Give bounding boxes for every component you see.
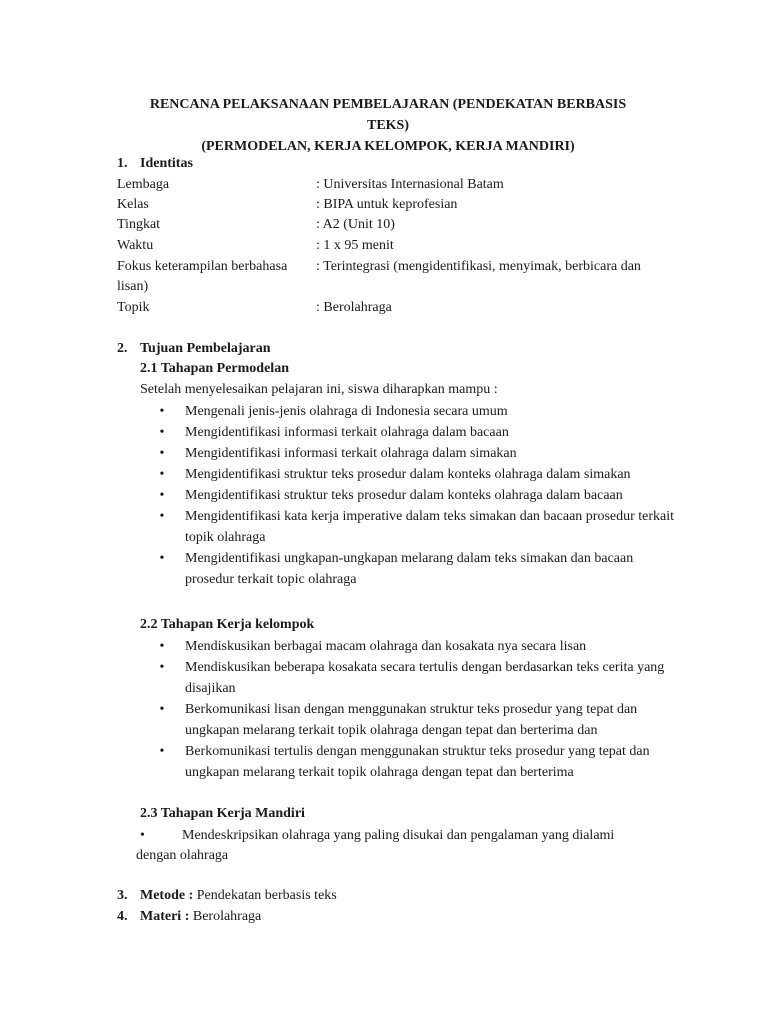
- bullet-icon: •: [159, 639, 165, 654]
- section-2-number: 2.: [117, 341, 128, 356]
- section-2-heading: Tujuan Pembelajaran: [140, 341, 271, 356]
- list-item: • Mengidentifikasi informasi terkait olahraga dalam simakan: [157, 443, 677, 464]
- section-1-number: 1.: [117, 156, 128, 171]
- identity-value-tingkat: : A2 (Unit 10): [316, 217, 395, 232]
- bullet-icon: •: [159, 404, 165, 419]
- list-item: • Mengenali jenis-jenis olahraga di Indonesia secara umum: [157, 401, 677, 422]
- identity-value-kelas: : BIPA untuk keprofesian: [316, 197, 458, 212]
- materi-label: Materi :: [140, 909, 190, 924]
- permodelan-list: [157, 401, 677, 590]
- materi-line: [140, 907, 261, 927]
- mandiri-item-line-1: Mendeskripsikan olahraga yang paling disukai dan pengalaman yang dialami: [182, 828, 615, 843]
- bullet-icon: •: [159, 488, 165, 503]
- metode-value: Pendekatan berbasis teks: [196, 888, 337, 903]
- mandiri-item-line-2: dengan olahraga: [136, 848, 229, 863]
- bullet-icon: •: [140, 828, 145, 843]
- identity-label-lembaga: Lembaga: [117, 177, 170, 192]
- section-4-number: 4.: [117, 909, 128, 924]
- identity-label-fokus-cont: lisan): [117, 279, 149, 294]
- kelompok-list: [157, 636, 677, 783]
- identity-value-fokus: : Terintegrasi (mengidentifikasi, menyimak, berbicara dan: [316, 259, 641, 274]
- identity-label-fokus: Fokus keterampilan berbahasa: [117, 259, 288, 274]
- bullet-icon: •: [159, 425, 165, 440]
- list-item: • Berkomunikasi lisan dengan menggunakan struktur teks prosedur yang tepat dan ungkapan melarang terkait topik olahraga dengan tepat dan berterima dan: [157, 699, 680, 741]
- subsection-2-3-heading: 2.3 Tahapan Kerja Mandiri: [140, 806, 305, 821]
- identity-value-waktu: : 1 x 95 menit: [316, 238, 394, 253]
- bullet-icon: •: [159, 551, 165, 566]
- identity-label-topik: Topik: [117, 300, 150, 315]
- list-item: • Mendiskusikan berbagai macam olahraga dan kosakata nya secara lisan: [157, 636, 680, 657]
- list-item: • Mengidentifikasi kata kerja imperative dalam teks simakan dan bacaan prosedur terkait topik olahraga: [157, 506, 680, 548]
- section-1-heading: Identitas: [140, 156, 193, 171]
- list-item: • Mendiskusikan beberapa kosakata secara tertulis dengan berdasarkan teks cerita yang disajikan: [157, 657, 680, 699]
- document-title: [120, 94, 656, 157]
- identity-value-lembaga: : Universitas Internasional Batam: [316, 177, 504, 192]
- bullet-icon: •: [159, 446, 165, 461]
- list-item: • Berkomunikasi tertulis dengan menggunakan struktur teks prosedur yang tepat dan ungkapan melarang terkait topik olahraga dengan tepat dan berterima: [157, 741, 680, 783]
- bullet-icon: •: [159, 509, 165, 524]
- title-line-2: TEKS): [366, 118, 409, 133]
- bullet-icon: •: [159, 744, 165, 759]
- section-3-number: 3.: [117, 888, 128, 903]
- identity-value-topik: : Berolahraga: [316, 300, 392, 315]
- list-item: • Mengidentifikasi informasi terkait olahraga dalam bacaan: [157, 422, 677, 443]
- metode-line: [140, 886, 337, 906]
- identity-label-kelas: Kelas: [117, 197, 149, 212]
- bullet-icon: •: [159, 467, 165, 482]
- subsection-2-1-heading: 2.1 Tahapan Permodelan: [140, 361, 289, 376]
- materi-value: Berolahraga: [192, 909, 262, 924]
- metode-label: Metode :: [140, 888, 194, 903]
- bullet-icon: •: [159, 660, 165, 675]
- subsection-2-1-intro: Setelah menyelesaikan pelajaran ini, siswa diharapkan mampu :: [140, 382, 498, 397]
- title-line-3: (PERMODELAN, KERJA KELOMPOK, KERJA MANDIRI): [201, 139, 575, 154]
- identity-label-waktu: Waktu: [117, 238, 154, 253]
- identity-label-tingkat: Tingkat: [117, 217, 161, 232]
- title-line-1: RENCANA PELAKSANAAN PEMBELAJARAN (PENDEKATAN BERBASIS: [149, 97, 627, 112]
- list-item: • Mengidentifikasi struktur teks prosedur dalam konteks olahraga dalam bacaan: [157, 485, 677, 506]
- list-item: • Mengidentifikasi ungkapan-ungkapan melarang dalam teks simakan dan bacaan prosedur terkait topic olahraga: [157, 548, 680, 590]
- bullet-icon: •: [159, 702, 165, 717]
- list-item: • Mengidentifikasi struktur teks prosedur dalam konteks olahraga dalam simakan: [157, 464, 677, 485]
- subsection-2-2-heading: 2.2 Tahapan Kerja kelompok: [140, 617, 315, 632]
